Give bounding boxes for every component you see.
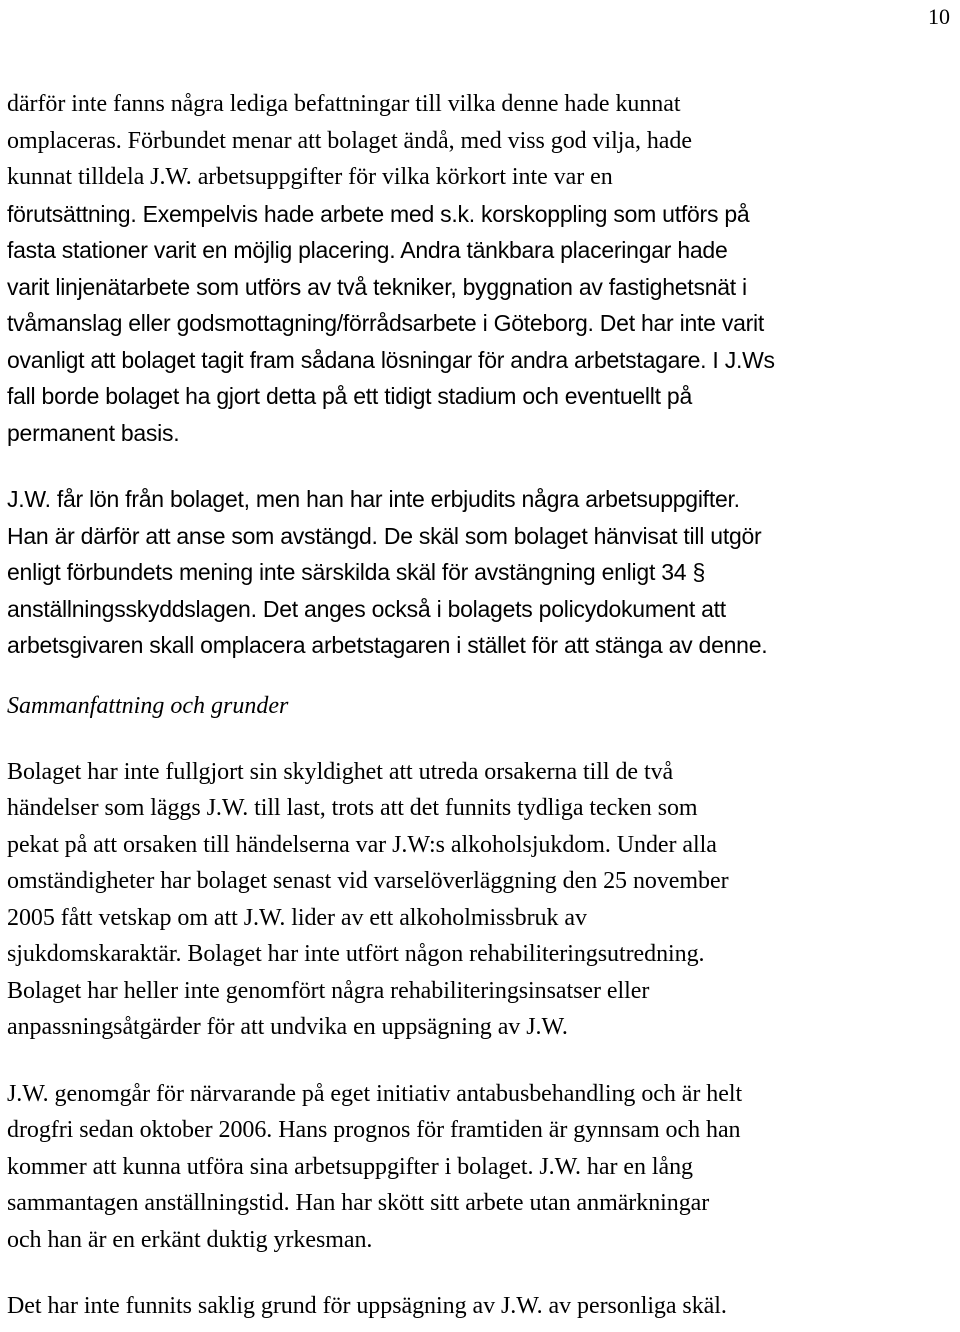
text-line: omständigheter har bolaget senast vid varselöverläggning den 25 november xyxy=(7,868,729,894)
text-line: Bolaget har heller inte genomfört några rehabiliteringsinsatser eller xyxy=(7,977,650,1004)
text-line: fasta stationer varit en möjlig placering. Andra tänkbara placeringar hade xyxy=(7,237,728,263)
paragraph-spacer xyxy=(7,1258,957,1288)
text-line: och han är en erkänt duktig yrkesman. xyxy=(7,1226,373,1253)
page-number: 10 xyxy=(928,4,950,29)
paragraph-spacer xyxy=(7,724,957,754)
paragraph-5 xyxy=(7,1288,957,1325)
text-line: därför inte fanns några lediga befattningar till vilka denne hade kunnat xyxy=(7,91,681,117)
text-line: Bolaget har inte fullgjort sin skyldighet att utreda orsakerna till de två xyxy=(7,758,674,785)
text-line: 2005 fått vetskap om att J.W. lider av ett alkoholmissbruk av xyxy=(7,904,587,931)
text-line: händelser som läggs J.W. till last, trots att det funnits tydliga tecken som xyxy=(7,795,698,821)
text-line: pekat på att orsaken till händelserna var J.W:s alkoholsjukdom. Under alla xyxy=(7,831,717,858)
text-line: arbetsgivaren skall omplacera arbetstagaren i stället för att stänga av denne. xyxy=(7,632,768,658)
text-line: anpassningsåtgärder för att undvika en uppsägning av J.W. xyxy=(7,1014,568,1040)
text-line: kunnat tilldela J.W. arbetsuppgifter för vilka körkort inte var en xyxy=(7,164,613,190)
section-heading: Sammanfattning och grunder xyxy=(7,692,289,719)
text-line: J.W. genomgår för närvarande på eget initiativ antabusbehandling och är helt xyxy=(7,1080,743,1107)
paragraph-3 xyxy=(7,754,957,1046)
text-line: J.W. får lön från bolaget, men han har inte erbjudits några arbetsuppgifter. xyxy=(7,486,740,512)
document-body xyxy=(7,86,957,1325)
text-line: ovanligt att bolaget tagit fram sådana lösningar för andra arbetstagare. I J.Ws xyxy=(7,346,775,373)
text-line: Han är därför att anse som avstängd. De skäl som bolaget hänvisat till utgör xyxy=(7,522,762,549)
text-line: anställningsskyddslagen. Det anges också i bolagets policydokument att xyxy=(7,595,726,622)
paragraph-2 xyxy=(7,481,957,664)
text-line: tvåmanslag eller godsmottagning/förrådsarbete i Göteborg. Det har inte varit xyxy=(7,310,765,336)
paragraph-1 xyxy=(7,86,957,451)
paragraph-spacer xyxy=(7,451,957,481)
text-line: kommer att kunna utföra sina arbetsuppgifter i bolaget. J.W. har en lång xyxy=(7,1153,693,1180)
paragraph-4 xyxy=(7,1076,957,1259)
text-line: omplaceras. Förbundet menar att bolaget ändå, med viss god vilja, hade xyxy=(7,127,692,154)
text-line: enligt förbundets mening inte särskilda skäl för avstängning enligt 34 § xyxy=(7,559,705,585)
text-line: varit linjenätarbete som utförs av två tekniker, byggnation av fastighetsnät i xyxy=(7,273,747,300)
text-line: Det har inte funnits saklig grund för uppsägning av J.W. av personliga skäl. xyxy=(7,1293,727,1319)
paragraph-spacer xyxy=(7,664,957,688)
text-line: sammantagen anställningstid. Han har skött sitt arbete utan anmärkningar xyxy=(7,1190,710,1216)
text-line: drogfri sedan oktober 2006. Hans prognos för framtiden är gynnsam och han xyxy=(7,1117,741,1143)
text-line: fall borde bolaget ha gjort detta på ett tidigt stadium och eventuellt på xyxy=(7,383,692,409)
text-line: sjukdomskaraktär. Bolaget har inte utfört någon rehabiliteringsutredning. xyxy=(7,941,705,967)
text-line: permanent basis. xyxy=(7,419,180,446)
paragraph-spacer xyxy=(7,1046,957,1076)
text-line: förutsättning. Exempelvis hade arbete med s.k. korskoppling som utförs på xyxy=(7,200,750,227)
